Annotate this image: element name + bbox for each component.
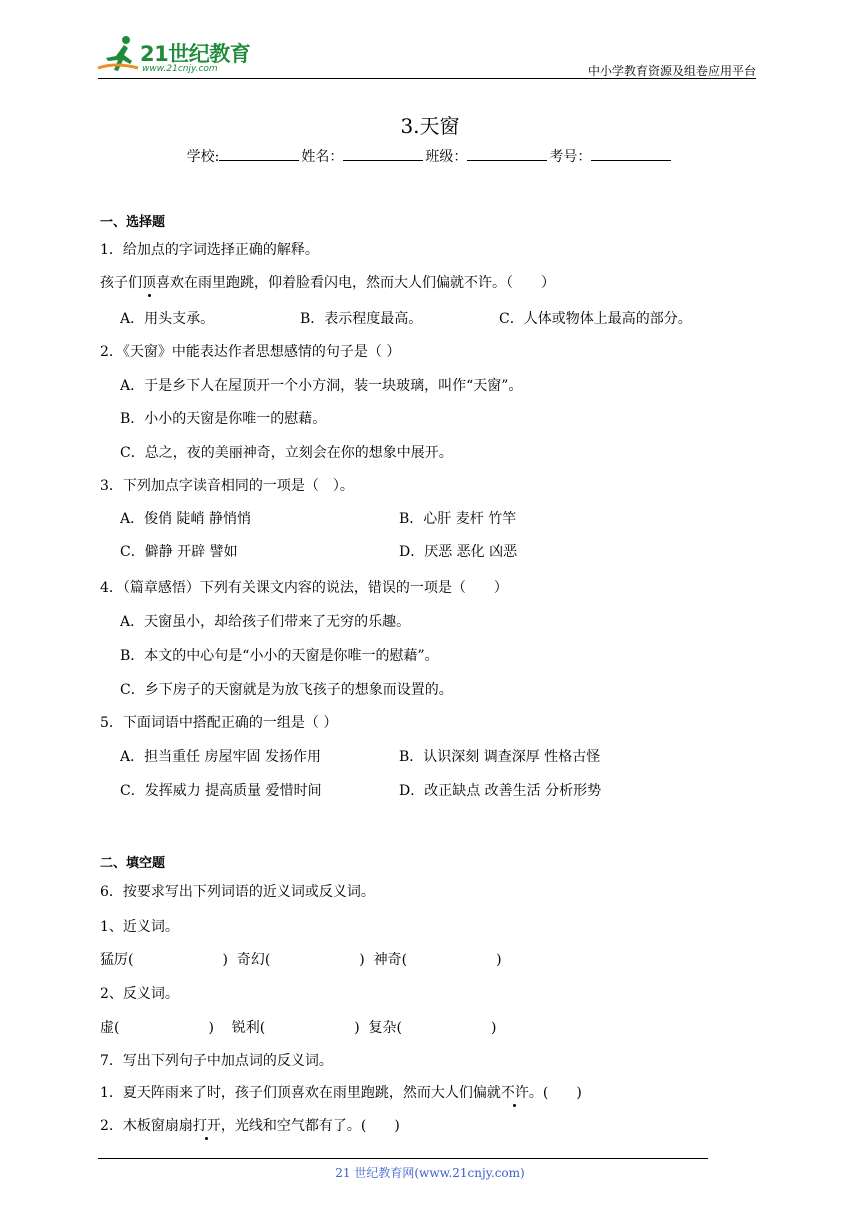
class-label: 班级：	[425, 149, 468, 165]
header-divider	[98, 78, 756, 79]
footer-divider	[98, 1158, 708, 1159]
q7-line2-a: 2．木板窗扇扇	[100, 1118, 193, 1134]
logo-text: 21世纪教育	[140, 42, 251, 66]
section-heading-choice: 一、选择题	[100, 215, 166, 230]
school-label: 学校:	[186, 149, 220, 165]
exam-no-label: 考号：	[549, 149, 592, 165]
q1-sentence-b: 喜欢在雨里跑跳，仰着脸看闪电，然而大人们偏就不许。（ ）	[156, 275, 555, 291]
q5-stem: 5．下面词语中搭配正确的一组是（ ）	[100, 715, 338, 731]
q5-option-c[interactable]: C．发挥威力 提高质量 爱惜时间	[120, 783, 322, 799]
q3-option-d[interactable]: D．厌恶 恶化 凶恶	[399, 544, 518, 560]
exam-no-blank[interactable]	[591, 146, 671, 161]
q2-option-b[interactable]: B．小小的天窗是你唯一的慰藉。	[120, 411, 327, 427]
q6-sub2: 2、反义词。	[100, 986, 179, 1002]
q7-line1[interactable]	[100, 1083, 582, 1103]
q6-stem: 6．按要求写出下列词语的近义词或反义词。	[100, 884, 375, 900]
name-blank[interactable]	[343, 146, 423, 161]
runner-logo-icon	[96, 34, 140, 74]
q1-option-b[interactable]: B．表示程度最高。	[300, 311, 423, 327]
class-blank[interactable]	[467, 146, 547, 161]
q7-line1-dotted-word: 不许	[500, 1085, 529, 1101]
logo	[96, 34, 256, 80]
student-info	[0, 146, 860, 166]
q6-row1[interactable]: 猛厉( ) 奇幻( ) 神奇( )	[100, 952, 502, 968]
q7-line2[interactable]	[100, 1116, 400, 1136]
q1-sentence	[100, 273, 555, 293]
q2-stem: 2．《天窗》中能表达作者思想感情的句子是（ ）	[100, 344, 401, 360]
q4-option-b[interactable]: B．本文的中心句是“小小的天窗是你唯一的慰藉”。	[120, 648, 439, 664]
q5-option-b[interactable]: B．认识深刻 调查深厚 性格古怪	[399, 749, 601, 765]
platform-name: 中小学教育资源及组卷应用平台	[587, 64, 756, 78]
q1-option-c[interactable]: C．人体或物体上最高的部分。	[499, 311, 692, 327]
q7-line1-b: 。( )	[528, 1085, 582, 1101]
q3-option-b[interactable]: B．心肝 麦杆 竹竿	[399, 511, 517, 527]
q7-stem: 7．写出下列句子中加点词的反义词。	[100, 1053, 333, 1069]
section-heading-fill: 二、填空题	[100, 856, 166, 871]
q7-line2-dotted-word: 打开	[192, 1118, 221, 1134]
page-footer[interactable]: 21 世纪教育网(www.21cnjy.com)	[335, 1166, 525, 1180]
q7-line2-b: ，光线和空气都有了。( )	[220, 1118, 400, 1134]
q2-option-c[interactable]: C．总之，夜的美丽神奇，立刻会在你的想象中展开。	[120, 445, 453, 461]
q1-stem: 1．给加点的字词选择正确的解释。	[100, 242, 319, 258]
q4-stem: 4．（篇章感悟）下列有关课文内容的说法，错误的一项是（ ）	[100, 580, 508, 596]
q6-sub1: 1、近义词。	[100, 919, 179, 935]
q1-sentence-a: 孩子们	[100, 275, 142, 291]
page-title: 3.天窗	[400, 114, 460, 138]
q3-stem: 3．下列加点字读音相同的一项是（ ）。	[100, 478, 354, 494]
q6-row2[interactable]: 虚( ) 锐利( ) 复杂( )	[100, 1020, 497, 1036]
q4-option-c[interactable]: C．乡下房子的天窗就是为放飞孩子的想象而设置的。	[120, 682, 453, 698]
q5-option-a[interactable]: A．担当重任 房屋牢固 发扬作用	[120, 749, 322, 765]
name-label: 姓名：	[301, 149, 344, 165]
logo-url: www.21cnjy.com	[142, 64, 218, 74]
q2-option-a[interactable]: A．于是乡下人在屋顶开一个小方洞，装一块玻璃，叫作“天窗”。	[120, 378, 523, 394]
q3-option-a[interactable]: A．俊俏 陡峭 静悄悄	[120, 511, 252, 527]
q4-option-a[interactable]: A．天窗虽小，却给孩子们带来了无穷的乐趣。	[120, 614, 411, 630]
q3-option-c[interactable]: C．僻静 开辟 譬如	[120, 544, 238, 560]
q1-option-a[interactable]: A．用头支承。	[120, 311, 215, 327]
q1-dotted-word: 顶	[142, 275, 156, 291]
page-header	[0, 0, 860, 80]
q5-option-d[interactable]: D．改正缺点 改善生活 分析形势	[399, 783, 602, 799]
q7-line1-a: 1．夏天阵雨来了时，孩子们顶喜欢在雨里跑跳，然而大人们偏就	[100, 1085, 501, 1101]
school-blank[interactable]	[219, 146, 299, 161]
